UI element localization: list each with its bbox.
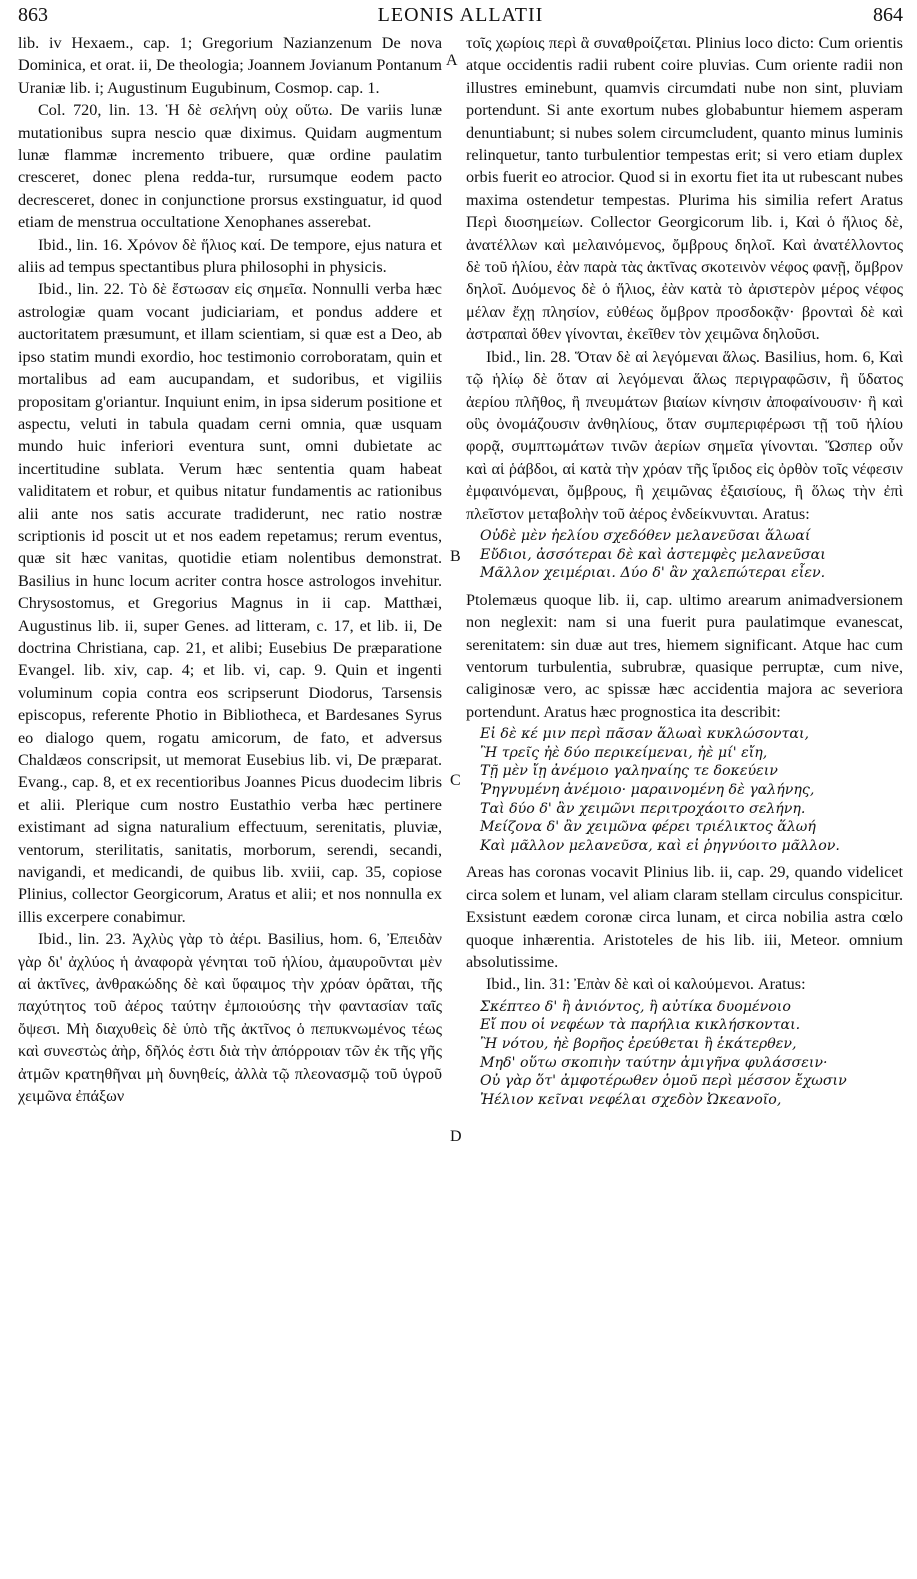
verse-line: Εἴ που οἱ νεφέων τὰ παρήλια κικλήσκονται. — [480, 1017, 801, 1034]
paragraph: Ptolemæus quoque lib. ii, cap. ultimo arearum animadversionem non neglexit: nam si una fuerit pura paulatimque evanescat, serenitatem: sin duæ aut tres, hiemem significant. Atque hac cum ventorum turbulentia, subrubræ, quasique perruptæ, cum nive, caliginosæ vero, ac spissæ hæc accidentia majora ac severiora portendunt. Aratus hæc prognostica ita describit: — [466, 590, 903, 721]
paragraph: Areas has coronas vocavit Plinius lib. ii, cap. 29, quando videlicet circa solem et lunam, vel aliam claram stellam circulus conspicitur. Exsistunt eædem coronæ circa lunam, et circa nobilia astra cœlo quoque inhærentia. Aristoteles de his lib. iii, Meteor. omnium absolutissime. — [466, 863, 903, 971]
margin-letter-b: B — [450, 548, 461, 565]
verse-line: Ἢ τρεῖς ἠὲ δύο περικείμεναι, ἠὲ μί' εἴη, — [480, 744, 768, 761]
paragraph: Ibid., lin. 28. Ὅταν δὲ αἱ λεγόμεναι ἅλως. Basilius, hom. 6, Καὶ τῷ ἡλίῳ δὲ ὅταν αἱ λεγόμεναι ἅλως περιγραφῶσιν, ἢ ὕδατος ἀερίου πλῆθος, ἢ πνευμάτων βιαίων κίνησιν ἀποφαίνουσιν· ἢ καὶ οὓς ὀνομάζουσιν ἀνθηλίους, ὅταν συμπεριφέρωσι τῇ τοῦ ἡλίου φορᾷ, συμπτωμάτων τινῶν ἀερίων σημεῖα γίνονται. Ὥσπερ οὖν καὶ αἱ ῥάβδοι, αἱ κατὰ τὴν χρόαν τῆς ἴριδος εἰς ὀρθὸν τοῖς νέφεσιν ἐμφαινόμεναι, ὄμβρους, ἢ χειμῶνας ἐξαισίους, ἢ ὅλως τὴν ἐπὶ πλεῖστον μεταβολὴν τοῦ ἀέρος ἐνδείκνυνται. Aratus: — [466, 347, 903, 523]
verse-line: Ἠέλιον κεῖναι νεφέλαι σχεδὸν Ὠκεανοῖο, — [480, 1091, 782, 1108]
verse-line: Ἢ νότου, ἠὲ βορῆος ἐρεύθεται ἢ ἑκάτερθεν, — [480, 1035, 797, 1052]
verse-line: Σκέπτεο δ' ἢ ἀνιόντος, ἢ αὐτίκα δυομένοιο — [480, 998, 791, 1015]
verse-line: Καὶ μᾶλλον μελανεῦσα, καὶ εἰ ῥηγνύοιτο μᾶλλον. — [480, 837, 840, 854]
running-header — [18, 4, 903, 30]
verse-line: Ῥηγνυμένη ἀνέμοιο· μαραινομένη δὲ γαλήνης, — [480, 781, 815, 798]
verse-quotation — [480, 725, 903, 855]
verse-line: Οὐ γὰρ ὅτ' ἀμφοτέρωθεν ὁμοῦ περὶ μέσσον ἔχωσιν — [480, 1073, 847, 1090]
verse-line: Μείζονα δ' ἂν χειμῶνα φέρει τριέλικτος ἅλωή — [480, 819, 816, 836]
paragraph: Col. 720, lin. 13. Ἡ δὲ σελήνη οὐχ οὕτω. De variis lunæ mutationibus supra nescio quæ diximus. Quidam augmentum lunæ flammæ incremento tribuere, quæ ordine paulatim cresceret, donec plena redda-tur, rursumque eodem pacto decresceret, donec in conjunctione prorsus exstinguatur, id quod etiam de menstrua occultatione Xenophanes asserebat. — [18, 101, 442, 232]
verse-quotation — [480, 527, 903, 583]
paragraph: Ibid., lin. 23. Ἀχλὺς γὰρ τὸ ἀέρι. Basilius, hom. 6, Ἐπειδὰν γὰρ δι' ἀχλύος ἡ ἀναφορὰ γένηται τοῦ ἡλίου, ἀμαυροῦνται μὲν αἱ ἀκτῖνες, ἀνθρακώδης δὲ καὶ ὕφαιμος τὴν χρόαν ὁρᾶται, τῆς παχύτητος τοῦ ἀέρος ταύτην ἐμποιούσης τὴν φαντασίαν ταῖς ὄψεσι. Μὴ διαχυθεὶς δὲ ὑπὸ τῆς ἀκτῖνος ὁ πεπυκνωμένος τέως καὶ συνεστὼς ἀὴρ, δῆλός ἐστι διὰ τὴν ἀπόρροιαν τῶν ἐκ τῆς γῆς ἀτμῶν κρατηθῆναι μὴ δυνηθείς, ἀλλὰ τῷ πλεονασμῷ τοῦ ὑγροῦ χειμῶνα ἐπάξων — [18, 930, 442, 1106]
right-column — [466, 32, 903, 1115]
verse-line: Μᾶλλον χειμέριαι. Δύο δ' ἂν χαλεπώτεραι εἶεν. — [480, 565, 826, 582]
verse-line: Ταὶ δύο δ' ἂν χειμῶνι περιτροχάοιτο σελήνη. — [480, 800, 806, 817]
paragraph: Ibid., lin. 31: Ἐπὰν δὲ καὶ οἱ καλούμενοι. Aratus: — [486, 975, 806, 994]
page-number-right: 864 — [873, 4, 903, 26]
verse-line: Οὐδὲ μὲν ἠελίου σχεδόθεν μελανεῦσαι ἅλωαί — [480, 527, 811, 544]
paragraph: Ibid., lin. 16. Χρόνον δὲ ἥλιος καί. De tempore, ejus natura et aliis ad tempus spectantibus plura philosophi in physicis. — [18, 235, 442, 277]
left-column — [18, 32, 442, 1108]
running-title: LEONIS ALLATII — [377, 4, 544, 26]
verse-line: Εὔδιοι, ἀσσότεραι δὲ καὶ ἀστεμφὲς μελανεῦσαι — [480, 546, 826, 563]
margin-letter-c: C — [450, 772, 461, 789]
verse-line: Εἰ δὲ κέ μιν περὶ πᾶσαν ἅλωαὶ κυκλώσονται, — [480, 726, 810, 743]
margin-letter-a: A — [446, 52, 458, 69]
paragraph: τοῖς χωρίοις περὶ ἃ συναθροίζεται. Plinius loco dicto: Cum orientis atque occidentis radii rubent coire pluvias. Cum oriente radii non illustres eminebunt, quamvis circumdati nube non sint, pluviam portendunt. Si ante exortum nubes globabuntur hiemem asperam denuntiabunt; si nubes solem circumcludent, quanto minus luminis relinquetur, tanto turbulentior tempestas erit; si vero etiam duplex orbis fuerit eo atrocior. Quod si in exortu fiet ita ut rubescant nubes maxima ostendetur tempestas. Plurima his similia refert Aratus Περὶ διοσημείων. Collector Georgicorum lib. i, Καὶ ὁ ἥλιος δὲ, ἀνατέλλων καὶ μελαινόμενος, ὄμβρους δηλοῖ. Καὶ ἀνατέλλοντος δὲ τοῦ ἡλίου, ἐὰν παρὰ τὰς ἀκτῖνας σκοτεινὸν νέφος φανῇ, ὄμβρον δηλοῖ. Δυόμενος δὲ ὁ ἥλιος, ἐὰν κατὰ τὸ ἀριστερὸν μέρος νέφος μέλαν ἔχῃ πλησίον, εὐθέως ὄμβρον προσδοκᾷν· βρονταὶ δὲ καὶ ἀστραπαὶ ὅθεν γίνονται, ἐκεῖθεν τὸν χειμῶνα δηλοῦσι. — [466, 34, 903, 344]
verse-quotation — [480, 998, 903, 1110]
margin-letter-d: D — [450, 1128, 462, 1145]
paragraph: lib. iv Hexaem., cap. 1; Gregorium Nazianzenum De nova Dominica, et orat. ii, De theologia; Joannem Jovianum Pontanum Uraniæ lib. i; Augustinum Eugubinum, Cosmop. cap. 1. — [18, 34, 442, 97]
verse-line: Μηδ' οὕτω σκοπιὴν ταύτην ἀμιγῆνα φυλάσσειν· — [480, 1054, 828, 1071]
paragraph: Ibid., lin. 22. Τὸ δὲ ἔστωσαν εἰς σημεῖα. Nonnulli verba hæc astrologiæ quam vocant judiciariam, et pondus addere et auctoritatem præsumunt, et illam scientiam, si quæ est a Deo, ab ipso statim mundi exordio, hoc testimonio corroboratam, quin et mortalibus ad eam aucupandam, et sudoribus, et vigiliis propositam g'oriantur. Inquiunt enim, in ipsa siderum positione et aspectu, veluti in tabula quadam cerni omnia, quæ usquam mundo huic inferiori eventura sunt, omni dubietate ac incertitudine sublata. Verum hæc sententia quam habeat validitatem et robur, et quibus nitatur fundamentis ac rationibus alii ante nos satis accurate tradiderunt, nec ratio nostræ scriptionis id poscit ut et nos eadem repetamus; rerum eventus, quæ sit hæc vanitas, quotidie etiam nolentibus demonstrat. Basilius in hunc locum acriter contra hosce astrologos invehitur. Chrysostomus, et Gregorius Magnus in ii cap. Matthæi, Augustinus lib. ii, super Genes. ad litteram, c. 17, et lib. ii, De doctrina Christiana, cap. 21, et alibi; Eusebius De præparatione Evangel. lib. xiv, cap. 4; et lib. vi, cap. 9. Quin et ingenti voluminum copia contra eos scripserunt Diodorus, Tarsensis episcopus, referente Photio in Bibliotheca, et Bardesanes Syrus eo dialogo quem, rogatu amicorum, de fato, et adversus Chaldæos conscripsit, ut memorat Eusebius lib. vi, De præparat. Evang., cap. 8, et ex recentioribus Joannes Picus duodecim libris et alii. Plerique cum nostro Eustathio verba hæc pertinere existimant ad signa naturalium effectuum, serenitatis, pluviæ, ventorum, sterilitatis, sanitatis, morborum, serendi, secandi, navigandi, et medicandi, de quibus lib. xviii, cap. 35, copiose Plinius, collector Georgicorum, Aratus et alii; et nos nonnulla ex illis excerpere conabimur. — [18, 280, 442, 926]
verse-line: Τῇ μὲν ἴῃ ἀνέμοιο γαληναίης τε δοκεύειν — [480, 763, 778, 780]
page-number-left: 863 — [18, 4, 48, 26]
